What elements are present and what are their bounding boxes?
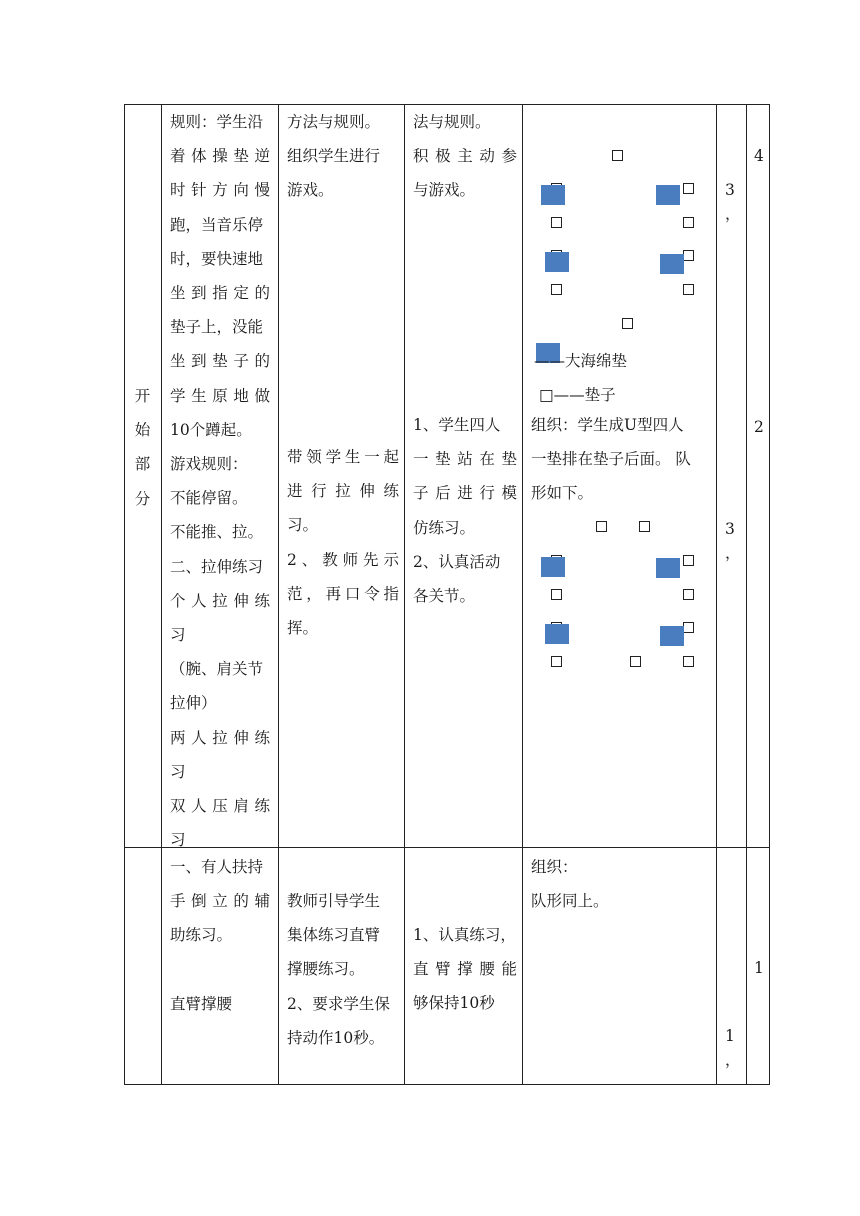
student-line: 与游戏。 <box>413 181 476 200</box>
content-line: 习 <box>170 626 186 645</box>
sponge-mat-icon <box>545 252 569 272</box>
student-line: 法与规则。 <box>413 113 491 131</box>
column-divider <box>522 104 523 1085</box>
pad-icon <box>639 521 650 532</box>
sponge-mat-icon <box>660 254 684 274</box>
teacher-line: 挥。 <box>287 619 319 638</box>
sponge-mat-icon <box>660 626 684 646</box>
student-line: 一垫站在垫 <box>413 450 517 469</box>
student-line: 1、认真练习， <box>413 926 516 944</box>
content-line: 坐到垫子的 <box>170 352 270 371</box>
content-line: 游戏规则： <box>170 455 248 474</box>
teacher-line: 游戏。 <box>287 181 334 200</box>
student-line: 仿练习。 <box>413 518 476 537</box>
organization-cell <box>531 408 711 511</box>
teacher-activity-cell <box>287 440 399 645</box>
content-line: 手倒立的辅 <box>170 892 270 911</box>
content-line: 个人拉伸练 <box>170 591 270 610</box>
time-value: 1 <box>754 959 764 977</box>
student-line: 2、认真活动 <box>413 552 501 571</box>
pad-icon <box>622 318 633 329</box>
column-divider <box>404 104 405 1085</box>
pad-icon <box>551 217 562 228</box>
teacher-line: 2、要求学生保 <box>287 994 390 1013</box>
pad-icon <box>551 656 562 667</box>
pad-icon <box>683 217 694 228</box>
pad-icon <box>551 589 562 600</box>
teacher-line: 范，再口令指 <box>287 584 399 603</box>
column-divider <box>746 104 747 1085</box>
content-line: 坐到指定的 <box>170 284 270 303</box>
teacher-activity-cell <box>287 884 399 1055</box>
teacher-activity-cell <box>287 105 399 208</box>
pad-icon <box>683 656 694 667</box>
time-value: 4 <box>754 147 764 165</box>
content-line: 直臂撑腰 <box>170 994 233 1013</box>
teacher-line: 撑腰练习。 <box>287 960 365 979</box>
sponge-mat-icon <box>541 557 565 577</box>
org-line: 形如下。 <box>531 484 594 503</box>
count-value: 1 <box>725 1027 735 1045</box>
column-divider <box>716 104 717 1085</box>
content-line: 规则：学生沿 <box>170 113 264 131</box>
content-line: 学生原地做 <box>170 386 270 405</box>
pad-icon <box>612 150 623 161</box>
pad-icon <box>630 656 641 667</box>
content-line: 10个蹲起。 <box>170 420 252 439</box>
count-comma: ， <box>725 205 741 223</box>
org-line: 组织： <box>531 858 578 876</box>
time-value: 2 <box>754 418 764 436</box>
count-value: 3 <box>725 181 735 199</box>
sponge-mat-icon <box>545 624 569 644</box>
org-line: 队形同上。 <box>531 892 609 911</box>
count-value: 3 <box>725 520 735 538</box>
sponge-mat-icon <box>541 185 565 205</box>
content-line: 双人压肩练 <box>170 797 270 816</box>
content-line <box>170 953 270 987</box>
student-activity-cell <box>413 408 517 613</box>
content-line: 拉伸） <box>170 694 217 713</box>
teacher-line: 习。 <box>287 516 319 535</box>
count-comma: ， <box>725 544 741 562</box>
section-char: 始 <box>134 421 151 440</box>
count-comma: ， <box>725 1051 741 1069</box>
teacher-line: 进行拉伸练 <box>287 482 399 501</box>
content-line: 两人拉伸练 <box>170 728 270 747</box>
content-line: 着体操垫逆 <box>170 147 270 166</box>
teacher-line: 教师引导学生 <box>287 892 381 910</box>
student-line: 1、学生四人 <box>413 416 501 434</box>
table-right-border <box>769 104 770 1085</box>
pad-icon <box>683 183 694 194</box>
teacher-line: 2、教师先示 <box>287 550 399 569</box>
pad-icon <box>683 622 694 633</box>
pad-icon <box>683 555 694 566</box>
content-line: 跑，当音乐停 <box>170 215 264 234</box>
content-line: 时针方向慢 <box>170 181 270 200</box>
sponge-mat-icon <box>656 185 680 205</box>
section-char: 分 <box>134 489 151 508</box>
student-line: 积极主动参 <box>413 147 517 166</box>
student-line: 直臂撑腰能 <box>413 960 517 979</box>
student-activity-cell <box>413 918 517 1021</box>
teacher-line: 持动作10秒。 <box>287 1028 385 1047</box>
content-line: 二、拉伸练习 <box>170 557 264 576</box>
teacher-line: 组织学生进行 <box>287 147 381 166</box>
pad-icon <box>596 521 607 532</box>
student-line: 够保持10秒 <box>413 994 495 1013</box>
content-line: 助练习。 <box>170 926 233 945</box>
legend-pad: □——垫子 <box>539 386 616 404</box>
legend-mat: ——大海绵垫 <box>534 352 628 370</box>
student-activity-cell <box>413 105 517 208</box>
content-line: 不能推、拉。 <box>170 523 264 542</box>
org-line: 一垫排在垫子后面。 队 <box>531 450 691 469</box>
column-divider <box>278 104 279 1085</box>
table-bottom-border <box>124 1084 770 1085</box>
content-cell <box>170 850 270 1021</box>
content-line: （腕、肩关节 <box>170 660 264 679</box>
pad-icon <box>683 250 694 261</box>
section-label <box>124 379 161 516</box>
section-char: 部 <box>134 455 151 474</box>
column-divider <box>161 104 162 1085</box>
org-line: 组织：学生成U型四人 <box>531 416 684 434</box>
content-line: 一、有人扶持 <box>170 858 264 876</box>
content-cell <box>170 105 270 857</box>
column-divider <box>124 104 125 1085</box>
teacher-line: 集体练习直臂 <box>287 926 381 945</box>
student-line: 子后进行模 <box>413 484 517 503</box>
pad-icon <box>683 284 694 295</box>
teacher-line: 带领学生一起 <box>287 448 399 466</box>
pad-icon <box>551 284 562 295</box>
organization-cell <box>531 850 711 918</box>
section-char: 开 <box>134 387 151 405</box>
content-line: 习 <box>170 831 186 850</box>
content-line: 不能停留。 <box>170 489 248 508</box>
student-line: 各关节。 <box>413 587 476 606</box>
content-line: 习 <box>170 762 186 781</box>
content-line: 垫子上，没能 <box>170 318 264 337</box>
teacher-line: 方法与规则。 <box>287 113 381 131</box>
sponge-mat-icon <box>656 558 680 578</box>
content-line: 时，要快速地 <box>170 249 264 268</box>
pad-icon <box>683 589 694 600</box>
